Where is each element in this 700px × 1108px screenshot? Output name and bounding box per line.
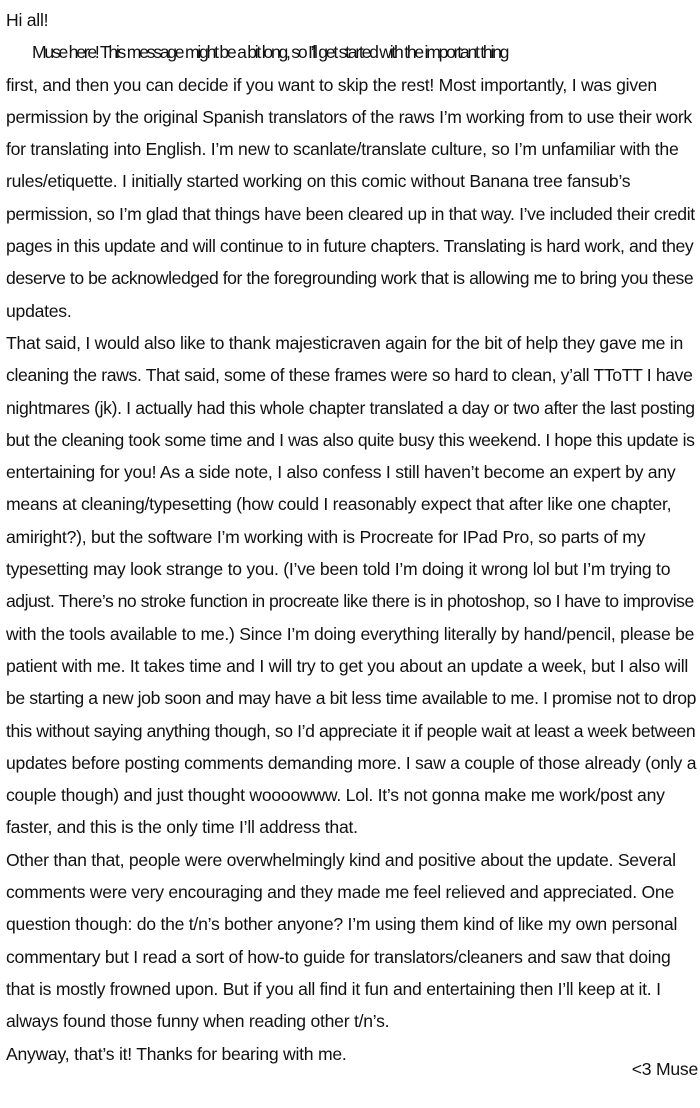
text-line: entertaining for you! As a side note, I also confess I still haven’t become an expert by any bbox=[6, 462, 676, 483]
closing-line: Anyway, that’s it! Thanks for bearing with me. bbox=[6, 1043, 347, 1064]
text-line: be starting a new job soon and may have a bit less time available to me. I promise not to drop bbox=[6, 688, 697, 709]
text-line: faster, and this is the only time I’ll address that. bbox=[6, 817, 358, 838]
text-line: That said, I would also like to thank majesticraven again for the bit of help they gave me in bbox=[6, 332, 683, 353]
paragraph-intro bbox=[6, 36, 696, 327]
paragraph-thanks bbox=[6, 327, 696, 844]
greeting: Hi all! bbox=[6, 10, 49, 30]
text-line: couple though) and just thought woooowww. Lol. It’s not gonna make me work/post any bbox=[6, 785, 665, 806]
text-line: always found those funny when reading other t/n’s. bbox=[6, 1011, 390, 1032]
text-line: Muse here! This message might be a bit long, so I’ll get started with the important thing bbox=[32, 42, 508, 63]
text-line: typesetting may look strange to you. (I’ve been told I’m doing it wrong lol but I’m trying to bbox=[6, 559, 671, 580]
text-line: permission by the original Spanish translators of the raws I’m working from to use their work bbox=[6, 106, 692, 127]
text-line: rules/etiquette. I initially started working on this comic without Banana tree fansub’s bbox=[6, 171, 631, 192]
text-line: this without saying anything though, so I’d appreciate it if people wait at least a week between bbox=[6, 720, 696, 741]
text-line: deserve to be acknowledged for the foregrounding work that is allowing me to bring you these bbox=[6, 268, 694, 289]
signature: <3 Muse bbox=[631, 1059, 698, 1079]
text-line: updates. bbox=[6, 300, 72, 321]
text-line: for translating into English. I’m new to scanlate/translate culture, so I’m unfamiliar with the bbox=[6, 139, 679, 160]
text-line: with the tools available to me.) Since I’m doing everything literally by hand/pencil, please be bbox=[6, 623, 695, 644]
paragraph-feedback bbox=[6, 844, 696, 1038]
text-line: comments were very encouraging and they made me feel relieved and appreciated. One bbox=[6, 882, 675, 903]
text-line: first, and then you can decide if you want to skip the rest! Most importantly, I was given bbox=[6, 74, 657, 95]
text-line: Other than that, people were overwhelmingly kind and positive about the update. Several bbox=[6, 849, 676, 870]
text-line: that is mostly frowned upon. But if you all find it fun and entertaining then I’ll keep at it. I bbox=[6, 978, 661, 999]
text-line: amiright?), but the software I’m working with is Procreate for IPad Pro, so parts of my bbox=[6, 526, 646, 547]
text-line: cleaning the raws. That said, some of these frames were so hard to clean, y’all TToTT I have bbox=[6, 365, 693, 386]
text-line: question though: do the t/n’s bother anyone? I’m using them kind of like my own personal bbox=[6, 914, 678, 935]
text-line: pages in this update and will continue to in future chapters. Translating is hard work, and they bbox=[6, 236, 694, 257]
text-line: adjust. There’s no stroke function in procreate like there is in photoshop, so I have to improvise bbox=[6, 591, 694, 612]
text-line: nightmares (jk). I actually had this whole chapter translated a day or two after the last posting bbox=[6, 397, 695, 418]
text-line: updates before posting comments demanding more. I saw a couple of those already (only a bbox=[6, 752, 697, 773]
text-line: but the cleaning took some time and I was also quite busy this weekend. I hope this update is bbox=[6, 429, 695, 450]
text-line: patient with me. It takes time and I will try to get you about an update a week, but I also will bbox=[6, 655, 689, 676]
text-line: means at cleaning/typesetting (how could I reasonably expect that after like one chapter, bbox=[6, 494, 672, 515]
text-line: permission, so I’m glad that things have been cleared up in that way. I’ve included their credit bbox=[6, 203, 695, 224]
text-line: commentary but I read a sort of how-to guide for translators/cleaners and saw that doing bbox=[6, 946, 671, 967]
